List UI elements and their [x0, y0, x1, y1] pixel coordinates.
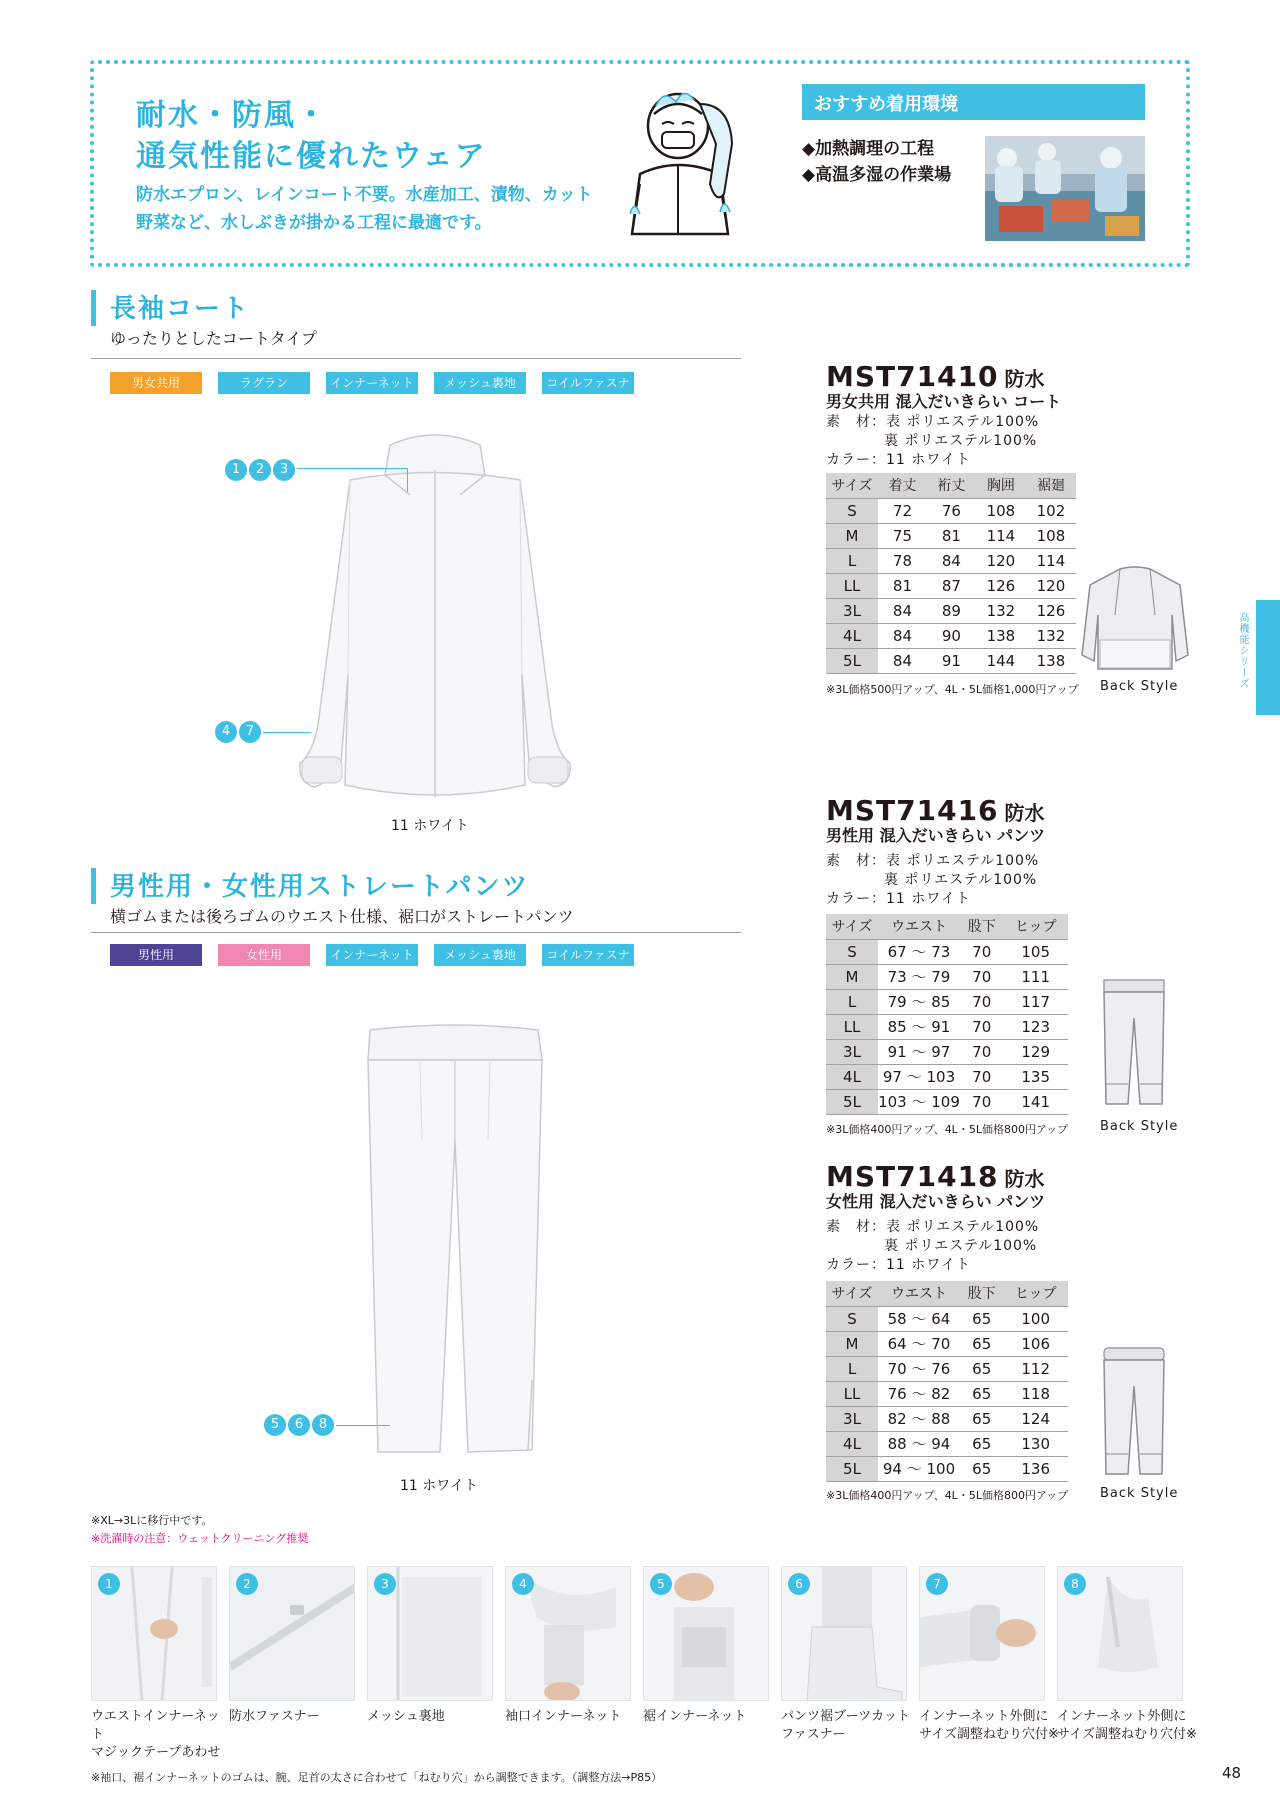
section-subtitle-coat: ゆったりとしたコートタイプ	[110, 329, 318, 348]
table-row: S 72 76 108 102	[826, 498, 1076, 523]
back-style-label: Back Style	[1100, 1119, 1179, 1134]
feature-desc-line2: 野菜など、水しぶきが掛かる工程に最適です。	[136, 213, 492, 233]
callout-2: 2	[249, 459, 271, 481]
detail-number: 6	[788, 1573, 810, 1595]
side-tab	[1256, 600, 1280, 715]
detail-number: 3	[374, 1573, 396, 1595]
callout-line	[297, 468, 407, 469]
pants-back-image-men	[1100, 978, 1168, 1106]
section-subtitle-pants: 横ゴムまたは後ろゴムのウエスト仕様、裾口がストレートパンツ	[110, 907, 574, 926]
series-side-label: 高機能シリーズ	[1237, 612, 1248, 689]
table-row: 3L 91 ～ 97 70 129	[826, 1039, 1068, 1064]
product-name: 男性用 混入だいきらい パンツ	[826, 826, 1046, 845]
price-note: ※3L価格400円アップ、4L・5L価格800円アップ	[826, 1489, 1069, 1502]
tag-inner-net: インナーネット	[326, 944, 418, 966]
tag-raglan: ラグラン	[218, 372, 310, 394]
migration-note: ※XL→3Lに移行中です。	[91, 1514, 213, 1527]
size-table-mst71410	[826, 473, 1076, 674]
table-row: LL 81 87 126 120	[826, 573, 1076, 598]
table-row: 4L 88 ～ 94 65 130	[826, 1431, 1068, 1456]
detail-number: 1	[98, 1573, 120, 1595]
table-row: LL 85 ～ 91 70 123	[826, 1014, 1068, 1039]
size-table-mst71416	[826, 914, 1068, 1115]
detail-number: 5	[650, 1573, 672, 1595]
product-code-mst71418: MST71418 防水	[826, 1160, 1045, 1193]
table-row: M 64 ～ 70 65 106	[826, 1331, 1068, 1356]
detail-caption: メッシュ裏地	[367, 1709, 445, 1724]
tag-inner-net: インナーネット	[326, 372, 418, 394]
product-name: 男女共用 混入だいきらい コート	[826, 392, 1062, 411]
detail-thumb-4	[505, 1566, 631, 1701]
detail-number: 8	[1064, 1573, 1086, 1595]
tag-coil-zipper: コイルファスナー	[542, 372, 634, 394]
section-bar	[91, 290, 96, 326]
table-row: S 67 ～ 73 70 105	[826, 939, 1068, 964]
table-row: 5L 84 91 144 138	[826, 648, 1076, 673]
callout-line	[263, 732, 311, 733]
back-style-label: Back Style	[1100, 1486, 1179, 1501]
feature-desc-line1: 防水エプロン、レインコート不要。水産加工、漬物、カット	[136, 185, 593, 205]
detail-number: 2	[236, 1573, 258, 1595]
pants-front-image	[360, 1020, 545, 1460]
feature-title-line1: 耐水・防風・	[136, 98, 328, 133]
material-line: 裏 ポリエステル100%	[884, 872, 1038, 888]
worker-illustration	[620, 84, 750, 244]
color-line: カラー：11 ホワイト	[826, 891, 971, 907]
detail-thumb-8	[1057, 1566, 1183, 1701]
table-row: 3L 84 89 132 126	[826, 598, 1076, 623]
washing-note: ※洗濯時の注意：ウェットクリーニング推奨	[91, 1532, 309, 1545]
coat-back-image	[1080, 565, 1190, 673]
callout-6: 6	[288, 1414, 310, 1436]
detail-caption: 袖口インナーネット	[505, 1709, 622, 1724]
table-row: 4L 97 ～ 103 70 135	[826, 1064, 1068, 1089]
tag-mesh-lining: メッシュ裏地	[434, 944, 526, 966]
detail-caption: 防水ファスナー	[229, 1709, 320, 1724]
table-row: LL 76 ～ 82 65 118	[826, 1381, 1068, 1406]
page-number: 48	[1222, 1764, 1242, 1782]
detail-thumb-2	[229, 1566, 355, 1701]
table-row: 4L 84 90 138 132	[826, 623, 1076, 648]
detail-thumb-5	[643, 1566, 769, 1701]
table-row: M 73 ～ 79 70 111	[826, 964, 1068, 989]
table-row: L 79 ～ 85 70 117	[826, 989, 1068, 1014]
material-line: 素 材：表 ポリエステル100%	[826, 414, 1040, 430]
section-rule	[91, 358, 741, 359]
material-line: 裏 ポリエステル100%	[884, 433, 1038, 449]
recommended-environment-heading: おすすめ着用環境	[802, 84, 1145, 120]
env-item: ◆加熱調理の工程	[802, 139, 935, 159]
callout-8: 8	[312, 1414, 334, 1436]
table-row: 3L 82 ～ 88 65 124	[826, 1406, 1068, 1431]
callout-3: 3	[273, 459, 295, 481]
pants-back-image-women	[1100, 1346, 1168, 1476]
material-line: 素 材：表 ポリエステル100%	[826, 1219, 1040, 1235]
tag-men: 男性用	[110, 944, 202, 966]
table-header-row: サイズ ウエスト 股下 ヒップ	[826, 914, 1068, 939]
detail-thumb-7	[919, 1566, 1045, 1701]
material-line: 裏 ポリエステル100%	[884, 1238, 1038, 1254]
table-row: 5L 103 ～ 109 70 141	[826, 1089, 1068, 1114]
footer-note: ※袖口、裾インナーネットのゴムは、腕、足首の太さに合わせて「ねむり穴」から調整できます。（調整方法→P85）	[91, 1771, 663, 1784]
table-header-row: サイズ 着丈 裄丈 胸囲 裾廻	[826, 473, 1076, 498]
tag-unisex: 男女共用	[110, 372, 202, 394]
color-line: カラー：11 ホワイト	[826, 452, 971, 468]
detail-thumb-1	[91, 1566, 217, 1701]
table-row: L 70 ～ 76 65 112	[826, 1356, 1068, 1381]
tag-coil-zipper: コイルファスナー	[542, 944, 634, 966]
callout-5: 5	[264, 1414, 286, 1436]
coat-front-image	[290, 425, 580, 810]
table-header-row: サイズ ウエスト 股下 ヒップ	[826, 1281, 1068, 1306]
callout-line	[336, 1425, 390, 1426]
table-row: S 58 ～ 64 65 100	[826, 1306, 1068, 1331]
detail-thumb-6	[781, 1566, 907, 1701]
material-line: 素 材：表 ポリエステル100%	[826, 853, 1040, 869]
tag-mesh-lining: メッシュ裏地	[434, 372, 526, 394]
detail-number: 4	[512, 1573, 534, 1595]
detail-caption: 裾インナーネット	[643, 1709, 747, 1724]
detail-caption: パンツ裾ブーツカット ファスナー	[781, 1709, 910, 1742]
color-line: カラー：11 ホワイト	[826, 1257, 971, 1273]
price-note: ※3L価格400円アップ、4L・5L価格800円アップ	[826, 1123, 1069, 1136]
product-code-mst71410: MST71410 防水	[826, 360, 1045, 393]
callout-7: 7	[239, 721, 261, 743]
callout-line	[407, 468, 408, 492]
section-title-pants: 男性用・女性用ストレートパンツ	[110, 872, 530, 902]
coat-color-caption: 11 ホワイト	[391, 818, 469, 834]
factory-photo	[985, 136, 1145, 241]
section-rule	[91, 932, 741, 933]
table-row: M 75 81 114 108	[826, 523, 1076, 548]
section-title-coat: 長袖コート	[110, 294, 251, 324]
tag-women: 女性用	[218, 944, 310, 966]
detail-caption: インナーネット外側に サイズ調整ねむり穴付※	[919, 1709, 1059, 1742]
product-code-mst71416: MST71416 防水	[826, 794, 1045, 827]
table-row: L 78 84 120 114	[826, 548, 1076, 573]
detail-thumb-3	[367, 1566, 493, 1701]
callout-4: 4	[215, 721, 237, 743]
table-row: 5L 94 ～ 100 65 136	[826, 1456, 1068, 1481]
size-table-mst71418	[826, 1281, 1068, 1482]
detail-caption: ウエストインナーネット マジックテープあわせ	[91, 1709, 221, 1760]
price-note: ※3L価格500円アップ、4L・5L価格1,000円アップ	[826, 683, 1079, 696]
callout-1: 1	[225, 459, 247, 481]
pants-color-caption: 11 ホワイト	[400, 1478, 478, 1494]
section-bar	[91, 868, 96, 904]
back-style-label: Back Style	[1100, 679, 1179, 694]
env-item: ◆高温多湿の作業場	[802, 165, 952, 185]
product-name: 女性用 混入だいきらい パンツ	[826, 1192, 1046, 1211]
detail-number: 7	[926, 1573, 948, 1595]
detail-caption: インナーネット外側に サイズ調整ねむり穴付※	[1057, 1709, 1197, 1742]
feature-title-line2: 通気性能に優れたウェア	[136, 139, 487, 174]
